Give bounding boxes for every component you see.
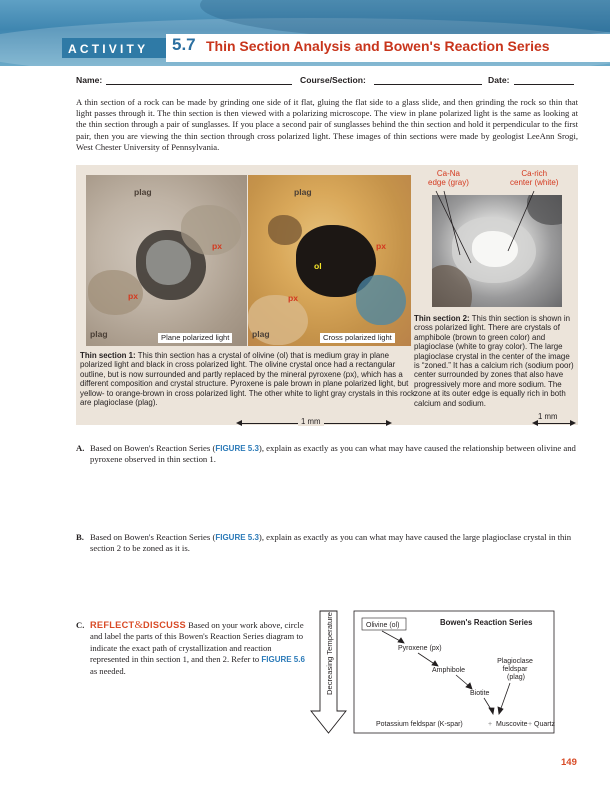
- intro-paragraph: A thin section of a rock can be made by grinding one side of it flat, gluing the flat side to a glass slide, and then grinding the rock so thin that light passes through it. The thin section is then viewed with a polarizing microscope. The view in plane polarized light is the same as looking at the thin section through a pair of sunglasses. If you place a second pair of sunglasses behind the thin section and hold it perpendicular to the first pair, then you are viewing the thin section through cross polarized light. These images of thin sections were made by geologist LeeAnn Srogi, West Chester University of Pennsylvania.: [76, 97, 578, 152]
- plagioclase-line-3: (plag): [507, 674, 525, 681]
- photo2-caption: Cross polarized light: [320, 333, 395, 343]
- bowen-title: Bowen's Reaction Series: [440, 618, 533, 627]
- scale-bar-2-right-arrow: [570, 420, 576, 426]
- figure-5-6-link[interactable]: FIGURE 5.6: [261, 655, 305, 665]
- scale-bar-2-left-arrow: [532, 420, 538, 426]
- photo2-label-plag-bottom: plag: [252, 329, 270, 339]
- question-a: [76, 443, 576, 469]
- kspar-label: Potassium feldspar (K-spar): [376, 721, 463, 728]
- scale-bar-1-left-arrow: [236, 420, 242, 426]
- discuss-label: DISCUSS: [143, 620, 186, 630]
- activity-label: ACTIVITY: [68, 42, 149, 56]
- question-b-letter: B.: [76, 532, 84, 542]
- photo1-caption: Plane polarized light: [158, 333, 232, 343]
- scale-label-2: 1 mm: [538, 412, 558, 421]
- photo2-label-plag-top: plag: [294, 187, 312, 197]
- muscovite-label: Muscovite: [496, 721, 528, 728]
- plus-2: +: [528, 721, 533, 728]
- amphibole-label: Amphibole: [432, 667, 466, 674]
- photo2-label-px-left: px: [288, 293, 299, 303]
- scale-label-1: 1 mm: [298, 417, 324, 426]
- page-number: 149: [561, 757, 577, 768]
- course-line[interactable]: [374, 84, 482, 85]
- thin-section-2-caption: [414, 314, 574, 408]
- date-label: Date:: [488, 75, 510, 85]
- figure-5-3-link-a[interactable]: FIGURE 5.3: [215, 444, 259, 453]
- plagioclase-line-1: Plagioclase: [497, 658, 533, 665]
- section1-title: Thin section 1:: [80, 351, 136, 360]
- photo2-label-ol: ol: [314, 261, 322, 271]
- photo1-label-px-left: px: [128, 291, 139, 301]
- ampersand: &: [134, 619, 144, 631]
- scale-bar-2: [534, 423, 574, 424]
- photo3-label-ca-na-edge: Ca-Na edge (gray): [428, 169, 469, 187]
- photo1-label-px-right: px: [212, 241, 223, 251]
- reflect-label: REFLECT: [90, 620, 135, 630]
- photo1-label-plag-top: plag: [134, 187, 152, 197]
- thin-section-1-plane-photo: [86, 175, 247, 346]
- decreasing-temperature-label: Decreasing Temperature: [325, 611, 334, 695]
- olivine-label: Olivine (ol): [366, 622, 400, 629]
- activity-number: 5.7: [172, 35, 196, 54]
- thin-section-1-cross-photo: [248, 175, 411, 346]
- date-line[interactable]: [514, 84, 574, 85]
- biotite-label: Biotite: [470, 690, 490, 697]
- bowen-reaction-series-diagram: [310, 605, 560, 737]
- scale-bar-1-right-arrow: [386, 420, 392, 426]
- plus-1: +: [488, 721, 493, 728]
- name-line[interactable]: [106, 84, 292, 85]
- photo1-label-plag-bottom: plag: [90, 329, 108, 339]
- question-c-letter: C.: [76, 620, 85, 630]
- quartz-label: Quartz: [534, 721, 556, 728]
- question-c-text: REFLECT&DISCUSS Based on your work above, circle and label the parts of this Bowen's Reaction Series diagram to indicate the exact path of crystallization and reaction represented in thin section 1, and then 2. Refer to FIGURE 5.6 as needed.: [90, 619, 305, 676]
- question-a-letter: A.: [76, 443, 85, 453]
- photo3-pointer-lines: [416, 185, 576, 285]
- photo2-label-px-right: px: [376, 241, 387, 251]
- thin-section-figure: [76, 165, 578, 425]
- activity-title: Thin Section Analysis and Bowen's Reaction Series: [206, 38, 550, 54]
- thin-section-1-caption: [80, 351, 420, 407]
- question-b-text: Based on Bowen's Reaction Series (FIGURE 5.3), explain as exactly as you can what may have caused the large plagioclase crystal in thin section 2 to be zoned as it is.: [90, 532, 572, 553]
- figure-5-3-link-b[interactable]: FIGURE 5.3: [215, 533, 259, 542]
- question-b: [76, 532, 576, 558]
- plagioclase-line-2: feldspar: [502, 666, 528, 673]
- section2-text: This thin section is shown in cross polarized light. There are crystals of amphibole (brown to green color) and plagioclase (white to gray color). The large plagioclase crystal in the center of the image is “zoned.” It has a calcium rich (sodium poor) center surrounded by zones that also have progressively more and more sodium. The zone at its outer edge is equally rich in both calcium and sodium.: [414, 314, 574, 408]
- course-label: Course/Section:: [300, 75, 366, 85]
- pyroxene-label: Pyroxene (px): [398, 645, 442, 652]
- section1-text: This thin section has a crystal of olivine (ol) that is medium gray in plane polarized light and black in cross polarized light. The olivine crystal once had a rectangular outline, but is now surrounded and partly replaced by the mineral pyroxene (px), which has a different composition and crystal structure. Pyroxene is pale brown in plane polarized light, but yellow- to orange-brown in cross polarized light. The other white to light gray crystals in this rock are plagioclase (plag).: [80, 351, 415, 408]
- section2-title: Thin section 2:: [414, 314, 470, 323]
- name-label: Name:: [76, 75, 103, 85]
- question-a-text: Based on Bowen's Reaction Series (FIGURE 5.3), explain as exactly as you can what may have caused the relationship between olivine and pyroxene observed in thin section 1.: [90, 443, 576, 464]
- photo3-label-ca-rich-center: Ca-rich center (white): [510, 169, 559, 187]
